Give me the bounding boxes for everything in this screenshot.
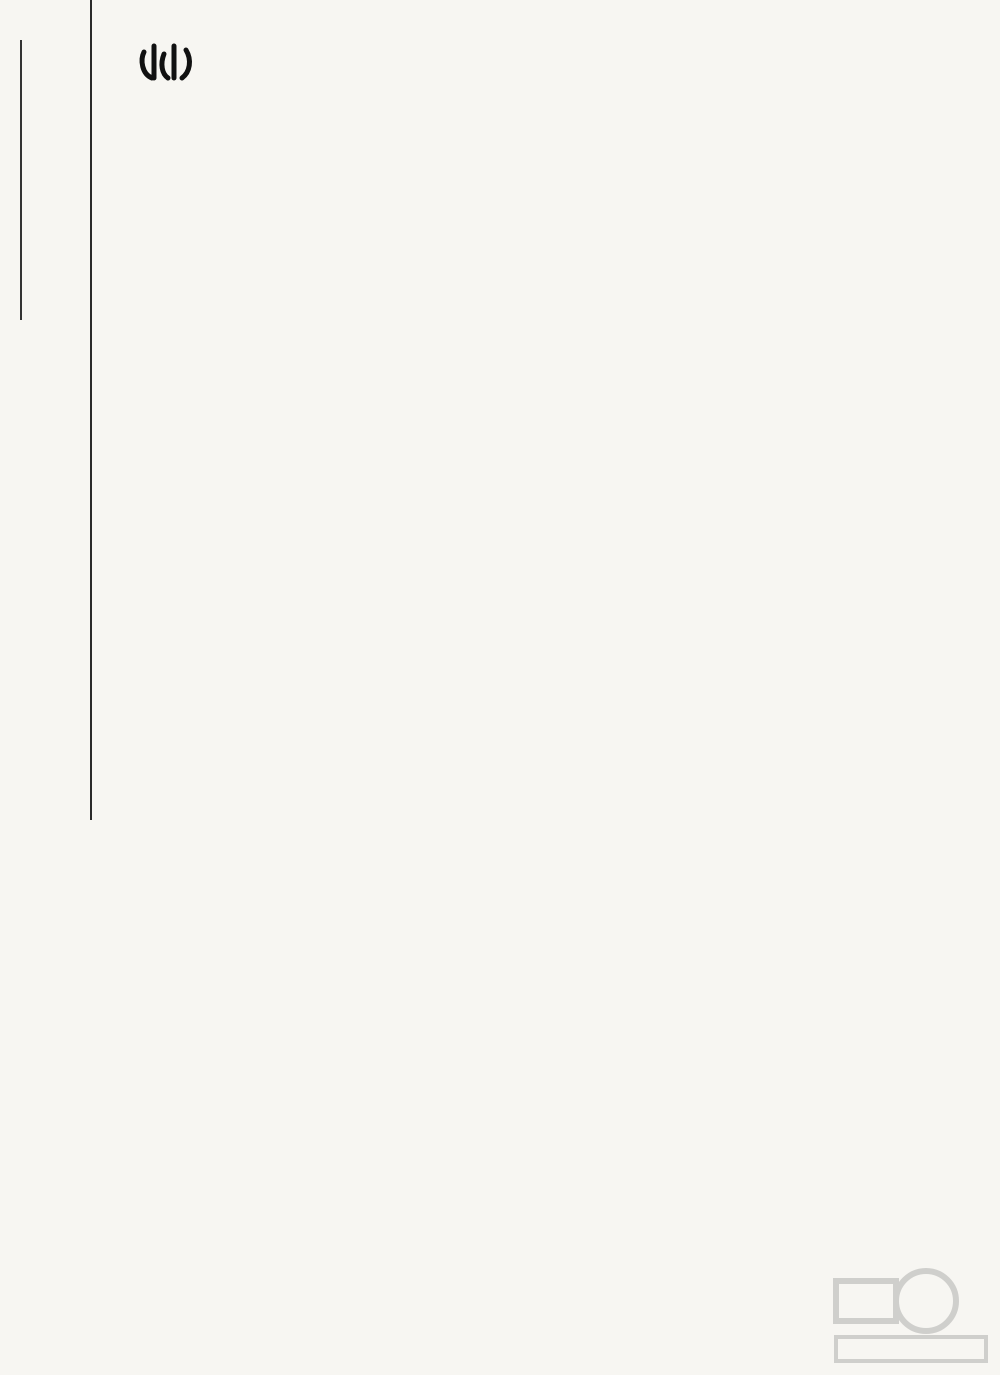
watermark-logo-icon: [816, 1261, 996, 1371]
binding-line: [90, 0, 92, 820]
publisher-logo-icon: [138, 38, 194, 86]
binding-edge-mark: [20, 40, 22, 320]
binding-margin-text: [8, 330, 52, 372]
